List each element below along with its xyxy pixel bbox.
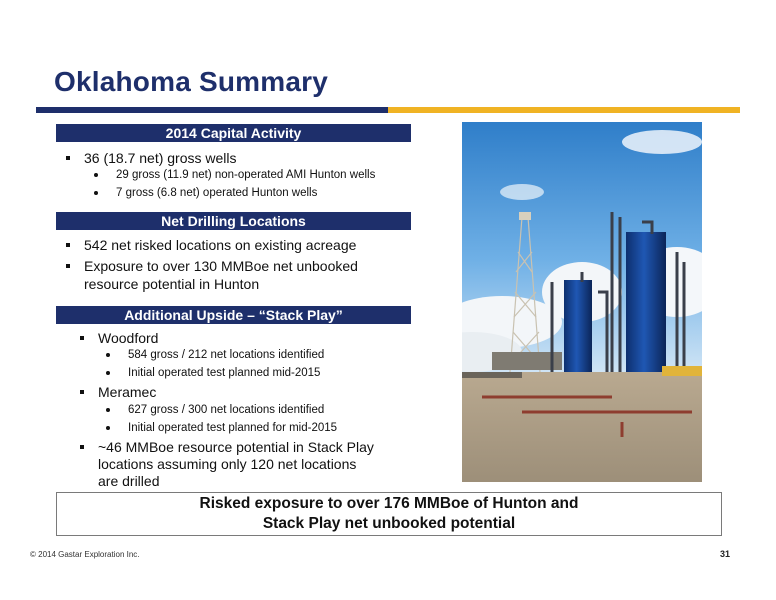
callout-box [56,492,722,536]
bullet-square [80,445,84,449]
bullet-dot [94,191,98,195]
sub-bullet-meramec-test: Initial operated test planned for mid-2015 [128,422,338,434]
bullet-gross-wells: 36 (18.7 net) gross wells [84,150,237,166]
callout-line2: Stack Play net unbooked potential [262,515,516,532]
bullet-square [66,156,70,160]
bullet-exposure-line1: Exposure to over 130 MMBoe net unbooked [84,258,358,274]
section-header-additional-upside: Additional Upside – “Stack Play” [56,306,411,324]
title-rule-navy [36,107,388,113]
page-title: Oklahoma Summary [54,66,328,97]
bullet-stack-play-line1: ~46 MMBoe resource potential in Stack Play [98,439,374,455]
sub-bullet-meramec-locations: 627 gross / 300 net locations identified [128,404,325,416]
page-number: 31 [720,549,731,559]
callout-line1: Risked exposure to over 176 MMBoe of Hunton and [199,495,579,512]
bullet-exposure-line2: resource potential in Hunton [84,276,260,292]
bullet-stack-play-line3: are drilled [98,473,160,489]
bullet-dot [106,408,110,412]
bullet-dot [94,173,98,177]
section-header-capital-activity: 2014 Capital Activity [56,124,411,142]
sub-bullet-non-operated: 29 gross (11.9 net) non-operated AMI Hunton wells [116,169,376,181]
footer-copyright: © 2014 Gastar Exploration Inc. [30,550,140,559]
bullet-square [66,243,70,247]
bullet-dot [106,426,110,430]
bullet-square [80,336,84,340]
oil-rig-photo [462,122,702,482]
sub-bullet-woodford-test: Initial operated test planned mid-2015 [128,367,321,379]
bullet-woodford: Woodford [98,330,159,346]
title-rule-gold [388,107,740,113]
bullet-square [66,264,70,268]
sub-bullet-operated: 7 gross (6.8 net) operated Hunton wells [116,187,318,199]
bullet-risked-locations: 542 net risked locations on existing acreage [84,237,357,253]
bullet-meramec: Meramec [98,384,157,400]
sub-bullet-woodford-locations: 584 gross / 212 net locations identified [128,349,325,361]
bullet-dot [106,371,110,375]
bullet-square [80,390,84,394]
section-header-net-drilling: Net Drilling Locations [56,212,411,230]
bullet-dot [106,353,110,357]
bullet-stack-play-line2: locations assuming only 120 net locations [98,456,357,472]
